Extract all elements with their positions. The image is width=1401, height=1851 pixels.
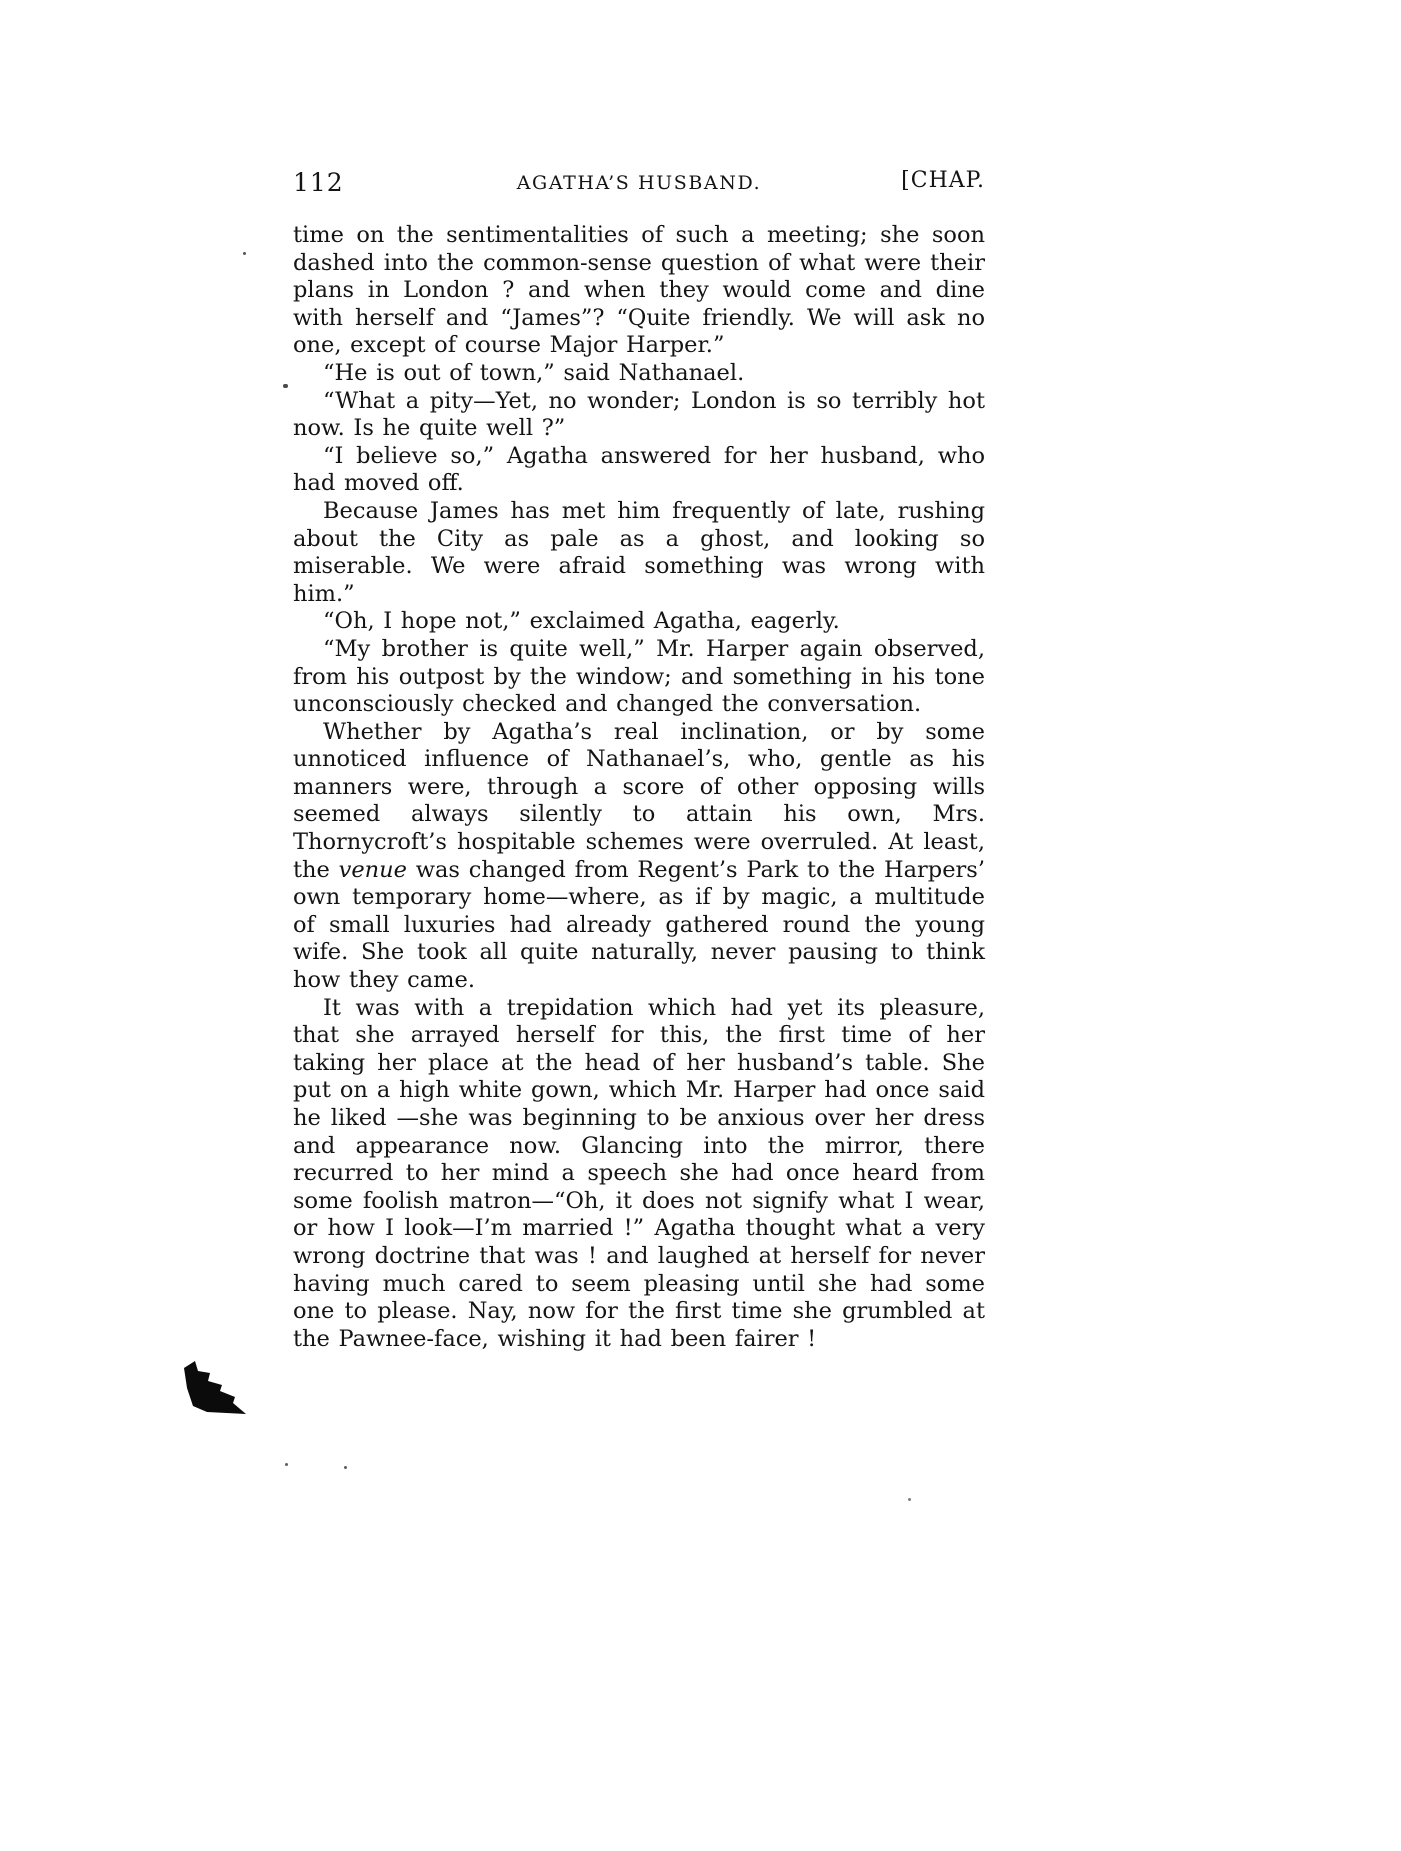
paragraph xyxy=(293,608,985,636)
paragraph xyxy=(293,360,985,388)
scan-speck xyxy=(243,252,246,255)
page-content xyxy=(293,166,985,1353)
text-segment: “Oh, I hope not,” exclaimed Agatha, eagerly. xyxy=(323,608,840,635)
text-segment: Because James has met him frequently of late, rushing about the City as pale as a ghost, and looking so miserable. We were afraid something was wrong with him.” xyxy=(293,497,985,607)
page-number: 112 xyxy=(293,168,344,197)
text-segment: “What a pity—Yet, no wonder; London is so terribly hot now. Is he quite well ?” xyxy=(293,387,985,442)
paragraph xyxy=(293,995,985,1354)
paragraph xyxy=(293,222,985,360)
text-segment: It was with a trepidation which had yet its pleasure, that she arrayed herself for this, the first time of her taking her place at the head of her husband’s table. She put on a high white gown, which Mr. Harper had once said he liked —she was beginning to be anxious over her dress and appearance now. Glancing into the mirror, there recurred to her mind a speech she had once heard from some foolish matron—“Oh, it does not signify what I wear, or how I look—I’m married !” Agatha thought what a very wrong doctrine that was ! and laughed at herself for never having much cared to seem pleasing until she had some one to please. Nay, now for the first time she grumbled at the Pawnee-face, wishing it had been fairer ! xyxy=(293,994,985,1352)
paragraph xyxy=(293,498,985,608)
text-segment: “He is out of town,” said Nathanael. xyxy=(323,359,745,386)
text-segment: was changed from Regent’s Park to the Harpers’ own temporary home—where, as if by magic, a multitude of small luxuries had already gathered round the young wife. She took all quite naturally, never pausing to think how they came. xyxy=(293,856,985,994)
scan-speck xyxy=(908,1498,911,1501)
italic-text: venue xyxy=(338,856,407,883)
ink-blot-artifact xyxy=(183,1360,247,1416)
scan-speck xyxy=(283,384,288,388)
chapter-marker: [CHAP. xyxy=(901,168,985,193)
running-header xyxy=(293,166,985,200)
paragraph xyxy=(293,636,985,719)
running-title: AGATHA’S HUSBAND. xyxy=(516,172,762,194)
scan-speck xyxy=(344,1466,347,1469)
paragraph xyxy=(293,443,985,498)
text-segment: “I believe so,” Agatha answered for her husband, who had moved off. xyxy=(293,442,985,497)
text-segment: “My brother is quite well,” Mr. Harper again observed, from his outpost by the window; and something in his tone unconsciously checked and changed the conversation. xyxy=(293,635,985,718)
paragraph xyxy=(293,719,985,995)
text-segment: Whether by Agatha’s real inclination, or by some unnoticed influence of Nathanael’s, who, gentle as his manners were, through a score of other opposing wills seemed always silently to attain his own, Mrs. Thornycroft’s hospitable schemes were overruled. At least, the xyxy=(293,718,985,883)
paragraph xyxy=(293,388,985,443)
body-text xyxy=(293,222,985,1353)
text-segment: time on the sentimentalities of such a meeting; she soon dashed into the common-sense question of what were their plans in London ? and when they would come and dine with herself and “James”? “Quite friendly. We will ask no one, except of course Major Harper.” xyxy=(293,222,985,359)
scan-speck xyxy=(285,1463,288,1466)
